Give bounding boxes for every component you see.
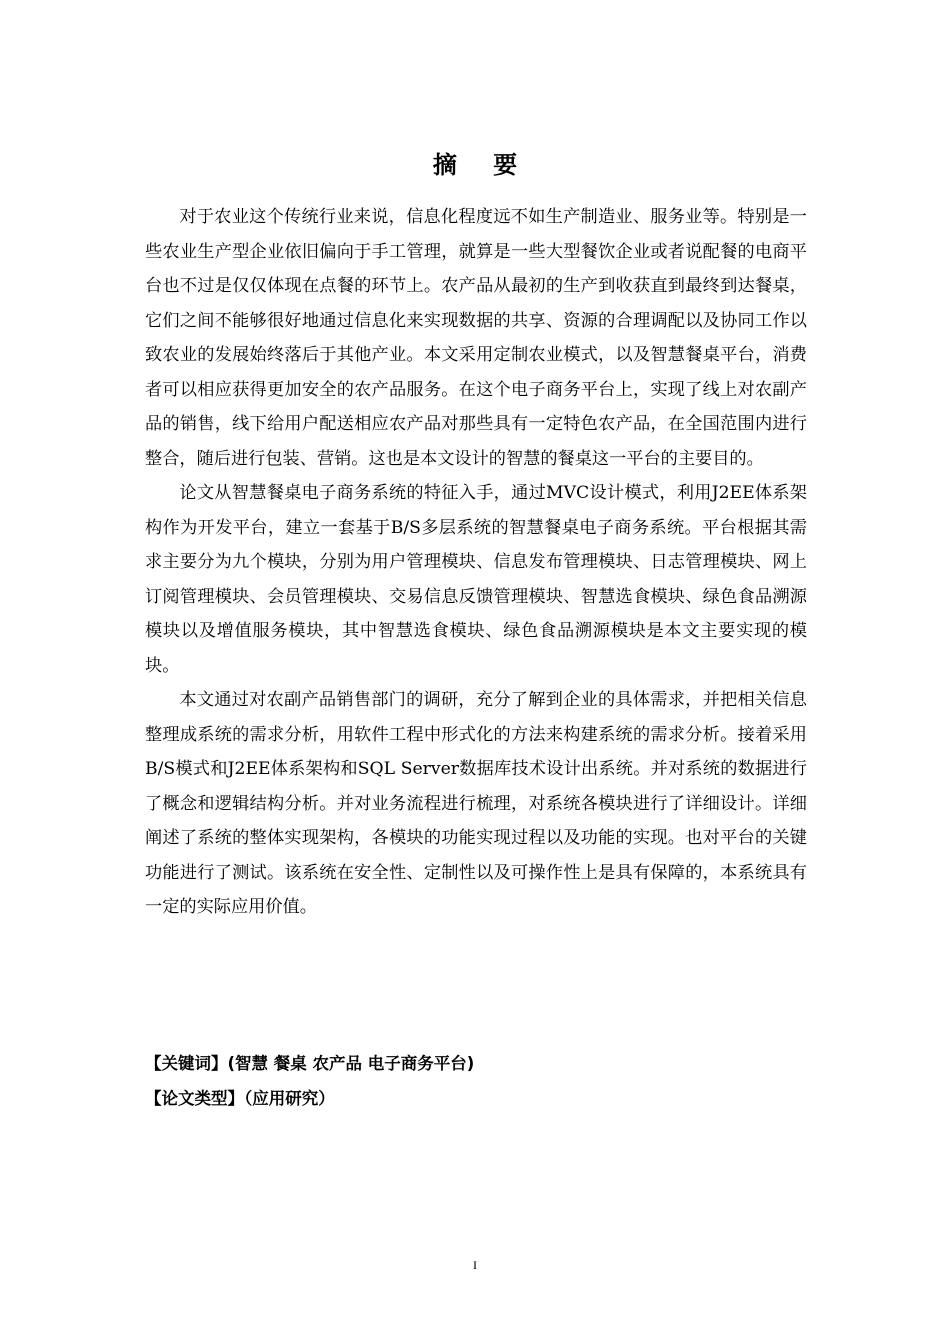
abstract-title: 摘 要	[432, 151, 532, 179]
paper-type-line	[145, 1087, 845, 1111]
abstract-paragraph-3: 本文通过对农副产品销售部门的调研，充分了解到企业的具体需求，并把相关信息整理成系统的需求分析，用软件工程中形式化的方法来构建系统的需求分析。接着采用B/S模式和J2EE体系架构和SQL Server数据库技术设计出系统。并对系统的数据进行了概念和逻辑结构分析。并对业务流程进行梳理，对系统各模块进行了详细设计。详细阐述了系统的整体实现架构，各模块的功能实现过程以及功能的实现。也对平台的关键功能进行了测试。该系统在安全性、定制性以及可操作性上是具有保障的，本系统具有一定的实际应用价值。	[145, 690, 807, 917]
abstract-paragraph-1: 对于农业这个传统行业来说，信息化程度远不如生产制造业、服务业等。特别是一些农业生产型企业依旧偏向于手工管理，就算是一些大型餐饮企业或者说配餐的电商平台也不过是仅仅体现在点餐的环节上。农产品从最初的生产到收获直到最终到达餐桌，它们之间不能够很好地通过信息化来实现数据的共享、资源的合理调配以及协同工作以致农业的发展始终落后于其他产业。本文采用定制农业模式，以及智慧餐桌平台，消费者可以相应获得更加安全的农产品服务。在这个电子商务平台上，实现了线上对农副产品的销售，线下给用户配送相应农产品对那些具有一定特色农产品，在全国范围内进行整合，随后进行包装、营销。这也是本文设计的智慧的餐桌这一平台的主要目的。	[145, 207, 807, 469]
abstract-body	[145, 200, 807, 925]
paper-type-label: 【论文类型】	[145, 1089, 244, 1108]
keywords-line	[145, 1052, 845, 1076]
paper-type-value: （应用研究）	[244, 1089, 335, 1108]
keywords-label: 【关键词】	[145, 1054, 228, 1073]
abstract-paragraph-2: 论文从智慧餐桌电子商务系统的特征入手，通过MVC设计模式，利用J2EE体系架构作为开发平台，建立一套基于B/S多层系统的智慧餐桌电子商务系统。平台根据其需求主要分为九个模块，分别为用户管理模块、信息发布管理模块、日志管理模块、网上订阅管理模块、会员管理模块、交易信息反馈管理模块、智慧选食模块、绿色食品溯源模块以及增值服务模块，其中智慧选食模块、绿色食品溯源模块是本文主要实现的模块。	[145, 483, 807, 676]
keywords-value: (智慧 餐桌 农产品 电子商务平台)	[227, 1054, 475, 1073]
page-number: I	[473, 1258, 477, 1272]
